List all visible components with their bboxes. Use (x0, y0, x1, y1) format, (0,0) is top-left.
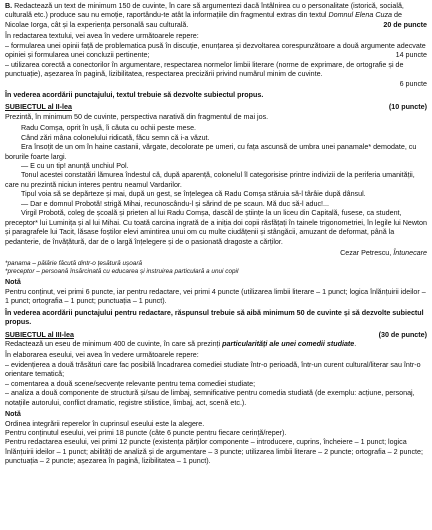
s3-reper: – analiza a două componente de structură și/sau de limbaj, semnificative pentru comedia studiată (de exemplu: acțiune, personaj, notațiile autorului, conflict dramatic, registre stilistice, limbaj, act, scenă etc.). (5, 389, 415, 407)
s3-heading-row (5, 331, 427, 340)
s3-instruction: În elaborarea eseului, vei avea în vedere următoarele repere: (5, 351, 199, 360)
b-note: În vederea acordării punctajului, textul trebuie să dezvolte subiectul propus. (5, 90, 264, 99)
b-reper-1-text: – formularea unei opinii față de problematica pusă în discuție, enunțarea și dezvoltarea corespunzătoare a două argumente adecvate opiniei și formularea unei concluzii pertinente; (5, 41, 426, 60)
s2-work: Întunecare (393, 248, 427, 257)
s2-paragraph: Radu Comșa, oprit în ușă, îi căuta cu ochii peste mese. (21, 124, 197, 133)
b-task-text (5, 2, 427, 30)
s3-note: Pentru redactarea eseului, vei primi 12 puncte (existența părților componente – introducere, cuprins, încheiere – 1 punct; logica înlănțuirii ideilor – 1 punct; abilități de analiză și de argumentare – 3 puncte; utilizarea limbii literare – 2 puncte; ortografia – 2 puncte; punctuația – 2 puncte; așezarea în pagină, lizibilitatea – 1 punct). (5, 438, 423, 466)
s2-footnote: *panama – pălărie făcută dintr-o țesătură ușoară (5, 260, 143, 268)
b-reper-2: – utilizarea corectă a conectorilor în argumentare, respectarea normelor limbii literare (norme de exprimare, de ortografie și de punctuație), așezarea în pagină, lizibilitatea, respectarea precizării privind numărul minim de cuvinte. (5, 60, 404, 79)
s2-points: (10 puncte) (388, 103, 427, 112)
s2-note-heading: Notă (5, 278, 21, 287)
s2-heading-row (5, 103, 427, 112)
s3-note-heading: Notă (5, 410, 21, 419)
b-instruction: În redactarea textului, vei avea în vedere următoarele repere: (5, 32, 199, 41)
s3-task-emphasis: particularități ale unei comedii studiate (222, 340, 355, 348)
b-task-title: Domnul Elena Cuza (328, 11, 392, 20)
b-task-points: 20 de puncte (383, 20, 427, 29)
s2-note-2: În vederea acordării punctajului pentru redactare, răspunsul trebuie să aibă minimum 50 de cuvinte și să dezvolte subiectul propus. (5, 308, 424, 327)
b-letter: B. (5, 2, 13, 10)
s2-heading: SUBIECTUL al II-lea (5, 103, 72, 112)
s3-note: Pentru conținutul eseului, vei primi 18 puncte (câte 6 puncte pentru fiecare cerință/reper). (5, 428, 287, 437)
b-task-text-a: Redactează un text de minimum 150 de cuvinte, în care să argumentezi dacă întâlnirea cu o personalitate (istorică, socială, culturală etc.) produce sau nu emoție, raportându-te atât la informațiile din fragmentul extras din textul (5, 2, 404, 20)
s2-paragraph: Tipul voia să se depărteze și mai, după un gest, se înțelegea că Radu Comșa stăruia să-l târâie după dânsul. (21, 190, 366, 199)
s3-task-text-b: . (354, 340, 357, 348)
s3-task (5, 340, 427, 349)
s2-source (5, 249, 427, 258)
s3-heading: SUBIECTUL al III-lea (5, 330, 74, 339)
s2-paragraph: Virgil Probotă, coleg de școală și prieten al lui Radu Comșa, dascăl de științe la un liceu din Capitală, fusese, ca student, preceptor* lui Luminița și al lui Mihai. Cu toată carcina ingrată de a iniția doi copii răsfățați în tainele trigonometriei, în legile lui Newton și paragrafele lui Tacit, lăsase foștilor elevi amintirea unui om cu multe ciudățenii și stângăcii, amuzant de deformat, până la pedanterie, de învățătură, dar de o largă înțelegere și de o pasionată dragoste a cărților. (5, 209, 427, 246)
s2-paragraph: Era însoțit de un om în haine castanii, vărgate, decolorate pe umeri, cu fața ascunsă de umbra unei panamale* demodate, cu borurile foarte largi. (5, 143, 417, 161)
s2-author: Cezar Petrescu, (340, 248, 392, 257)
s3-points: (30 de puncte) (378, 330, 427, 339)
s2-note: Pentru conținut, vei primi 6 puncte, iar pentru redactare, vei primi 4 puncte (utilizarea limbii literare – 1 punct; logica înlănțuirii ideilor – 1 punct; ortografia – 1 punct; punctuația – 1 punct). (5, 287, 426, 306)
b-reper-1 (5, 42, 427, 61)
b-reper-2-points: 6 puncte (399, 79, 427, 88)
s3-reper: – comentarea a două scene/secvențe relevante pentru tema comediei studiate; (5, 379, 256, 388)
s2-paragraph: Când zări mâna colonelului ridicată, făcu semn că i-a văzut. (21, 133, 210, 142)
s3-note: Ordinea integrării reperelor în cuprinsul eseului este la alegere. (5, 419, 205, 428)
s2-paragraph: — Dar e domnul Probotă! strigă Mihai, recunoscându-l și sărind de pe scaun. Mă duc să-l aduc!... (21, 199, 329, 208)
b-task-text-b: de Nicolae Iorga, cât și la experiența personală sau culturală. (5, 11, 402, 29)
b-reper-1-points: 14 puncte (395, 51, 427, 60)
s3-task-text-a: Redactează un eseu de minimum 400 de cuvinte, în care să prezinți (5, 340, 223, 348)
s3-reper: – evidențierea a două trăsături care fac posibilă încadrarea comediei studiate într-o perioadă, într-un curent cultural/literar sau într-o orientare tematică; (5, 360, 421, 379)
s2-task: Prezintă, în minimum 50 de cuvinte, perspectiva narativă din fragmentul de mai jos. (5, 112, 269, 121)
s2-footnote: *preceptor – persoană însărcinată cu educarea și instruirea particulară a unui copil (5, 268, 239, 276)
s2-paragraph: — E cu un tip! anunță unchiul Pol. (21, 162, 129, 170)
s2-paragraph: Tonul acestei constatări lămurea îndestul că, după aparență, colonelul îl categorisise printre indivizii de la periferia umanității, care nu prezintă niciun interes pentru neamul Vardarilor. (5, 171, 415, 189)
